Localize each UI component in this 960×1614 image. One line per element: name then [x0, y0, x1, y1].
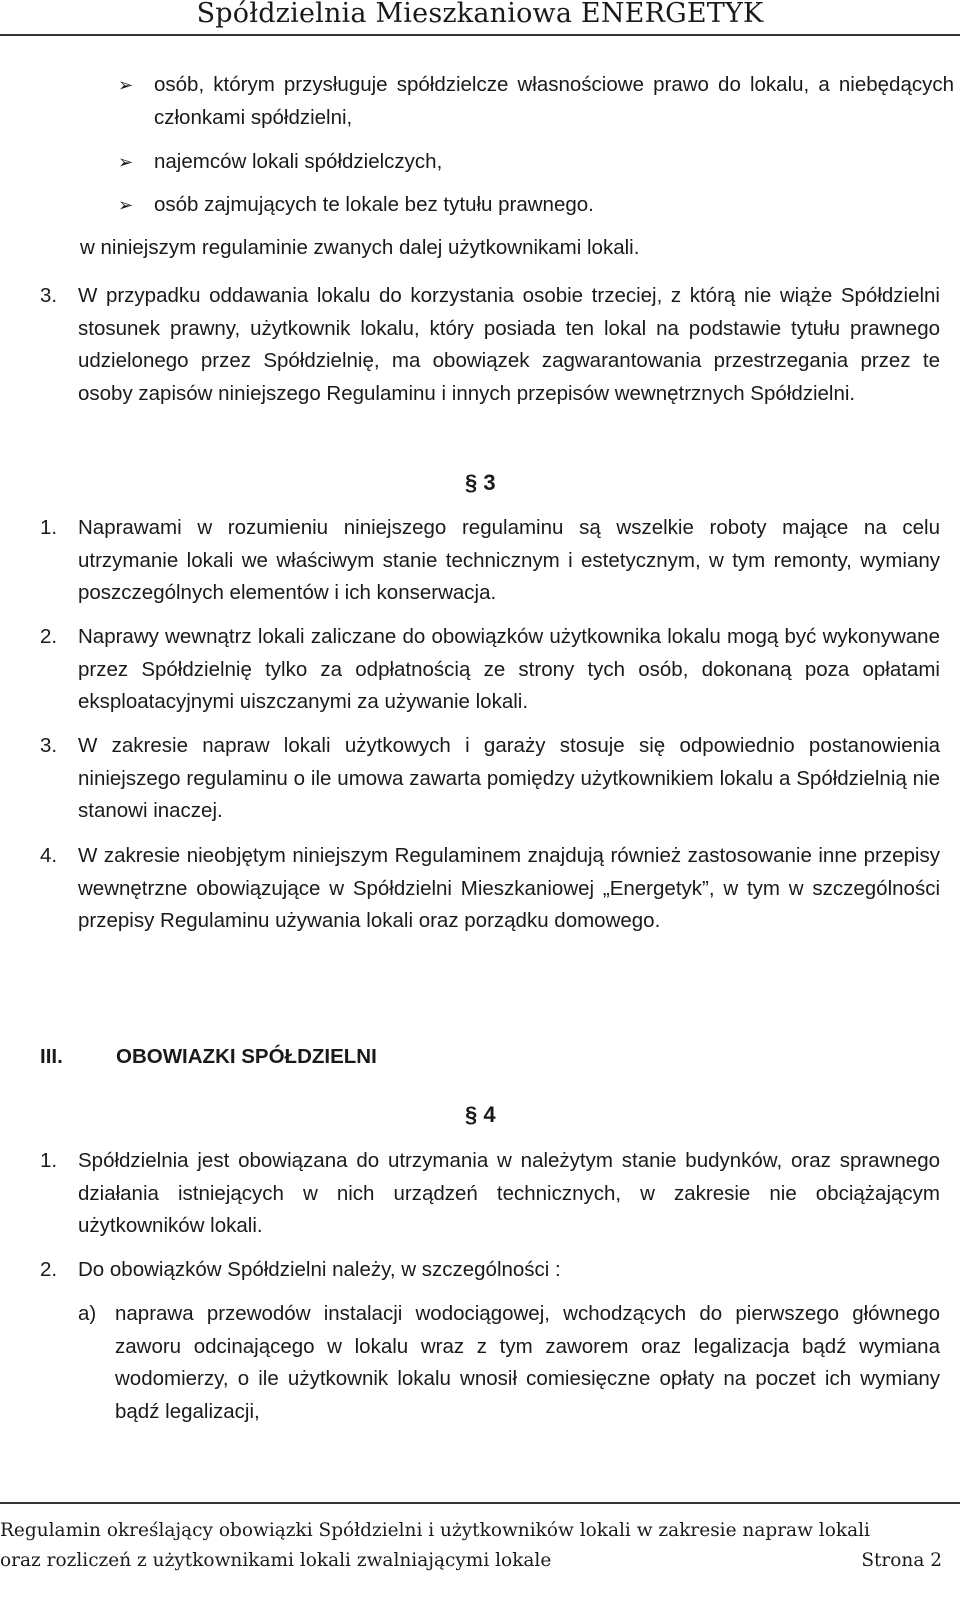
paragraph-number: 1. [40, 516, 58, 539]
footer-text-line1: Regulamin określający obowiązki Spółdzielni i użytkowników lokali w zakresie napraw lokali [0, 1520, 870, 1541]
page-number: Strona 2 [861, 1550, 942, 1571]
subitem-letter: a) [78, 1302, 97, 1325]
paragraph-number: 2. [40, 1258, 58, 1281]
bullet-text: osób, którym przysługuje spółdzielcze własnościowe prawo do lokalu, a niebędących członkami spółdzielni, [154, 73, 954, 129]
chapter-number: III. [40, 1045, 63, 1068]
bullet-text: osób zajmujących te lokale bez tytułu prawnego. [154, 193, 594, 216]
bullets-tail: w niniejszym regulaminie zwanych dalej użytkownikami lokali. [80, 236, 640, 259]
section-heading: § 3 [465, 470, 496, 495]
paragraph-text: Do obowiązków Spółdzielni należy, w szczególności : [78, 1258, 561, 1281]
paragraph-text: W przypadku oddawania lokalu do korzystania osobie trzeciej, z którą nie wiąże Spółdzielni stosunek prawny, użytkownik lokalu, który posiada ten lokal na podstawie tytułu prawnego udzielonego przez Spółdzielnię, ma obowiązek zagwarantowania przestrzegania przez te osoby zapisów niniejszego Regulaminu i innych przepisów wewnętrznych Spółdzielni. [78, 284, 940, 405]
page-footer [0, 1502, 960, 1614]
chapter-title: OBOWIAZKI SPÓŁDZIELNI [116, 1045, 377, 1068]
bullet-text: najemców lokali spółdzielczych, [154, 150, 443, 173]
paragraph-text: W zakresie nieobjętym niniejszym Regulaminem znajdują również zastosowanie inne przepisy wewnętrzne obowiązujące w Spółdzielni Mieszkaniowej „Energetyk”, w tym w szczególności przepisy Regulaminu używania lokali oraz porządku domowego. [78, 844, 940, 932]
paragraph-number: 1. [40, 1149, 58, 1172]
subitem-text: naprawa przewodów instalacji wodociągowej, wchodzących do pierwszego głównego zaworu odcinającego w lokalu wraz z tym zaworem oraz legalizacja bądź wymiana wodomierzy, o ile użytkownik lokalu wnosił comiesięczne opłaty na poczet ich wymiany bądź legalizacji, [115, 1302, 940, 1423]
paragraph-number: 4. [40, 844, 58, 867]
arrow-bullet-icon: ➢ [118, 195, 134, 215]
arrow-bullet-icon: ➢ [118, 152, 134, 172]
footer-text-line2: oraz rozliczeń z użytkownikami lokali zwalniającymi lokale [0, 1550, 552, 1571]
page-header [0, 0, 960, 36]
paragraph-number: 3. [40, 284, 58, 307]
section-heading: § 4 [465, 1102, 496, 1127]
paragraph-text: Naprawami w rozumieniu niniejszego regulaminu są wszelkie roboty mające na celu utrzymanie lokali we właściwym stanie technicznym i estetycznym, w tym remonty, wymiany poszczególnych elementów i ich konserwacja. [78, 516, 940, 604]
header-title: Spółdzielnia Mieszkaniowa ENERGETYK [196, 0, 764, 29]
paragraph-number: 2. [40, 625, 58, 648]
arrow-bullet-icon: ➢ [118, 75, 134, 95]
paragraph-text: Spółdzielnia jest obowiązana do utrzymania w należytym stanie budynków, oraz sprawnego działania istniejących w nich urządzeń technicznych, w zakresie nie obciążającym użytkowników lokali. [78, 1149, 940, 1237]
paragraph-text: Naprawy wewnątrz lokali zaliczane do obowiązków użytkownika lokalu mogą być wykonywane przez Spółdzielnię tylko za odpłatnością ze strony tych osób, dokonaną poza opłatami eksploatacyjnymi uiszczanymi za używanie lokali. [78, 625, 940, 713]
paragraph-number: 3. [40, 734, 58, 757]
paragraph-text: W zakresie napraw lokali użytkowych i garaży stosuje się odpowiednio postanowienia niniejszego regulaminu o ile umowa zawarta pomiędzy użytkownikiem lokalu a Spółdzielnią nie stanowi inaczej. [78, 734, 940, 822]
